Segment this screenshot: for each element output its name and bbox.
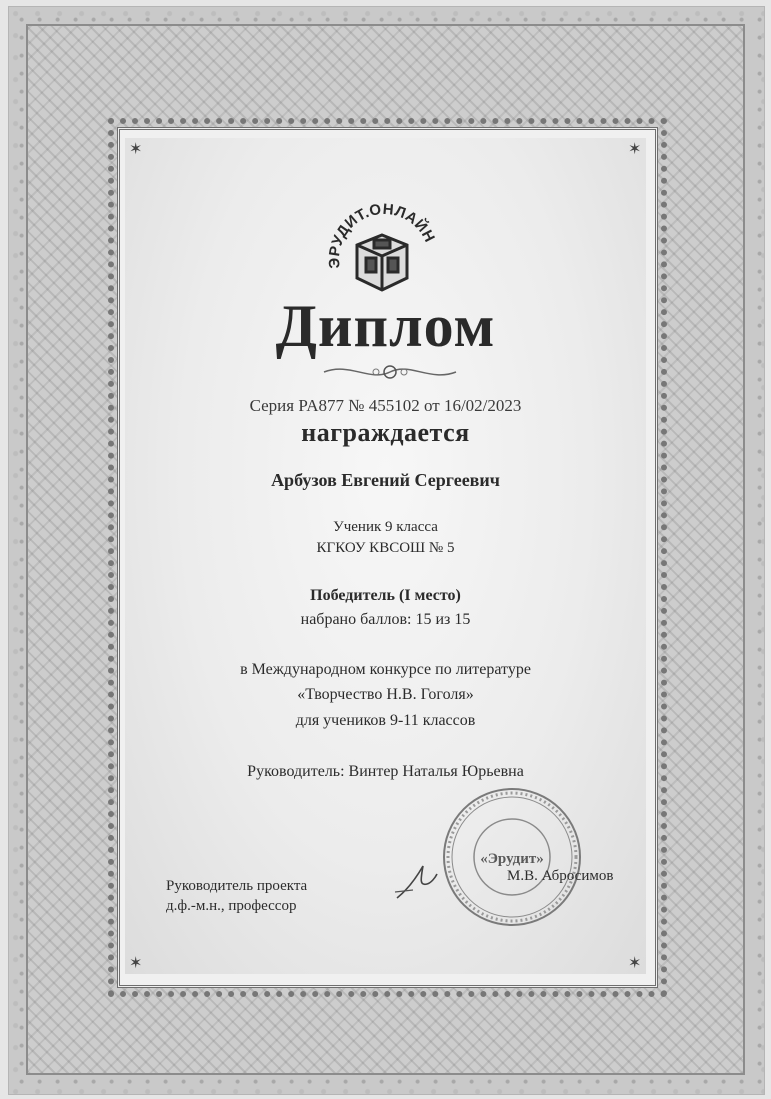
diploma-title: Диплом: [275, 293, 496, 359]
recipient-school: КГКОУ КВСОШ № 5: [316, 540, 455, 556]
supervisor-line: Руководитель: Винтер Наталья Юрьевна: [247, 763, 524, 780]
contest-line-2: «Творчество Н.В. Гоголя»: [297, 686, 474, 703]
corner-ornament-icon: ✶: [129, 953, 143, 972]
logo-text: ЭРУДИТ.ОНЛАЙН: [325, 200, 439, 270]
cube-icon: [357, 235, 407, 290]
recipient-name: Арбузов Евгений Сергеевич: [271, 470, 500, 490]
contest-line-3: для учеников 9-11 классов: [295, 712, 476, 729]
corner-ornament-icon: ✶: [628, 139, 642, 158]
score-line: набрано баллов: 15 из 15: [300, 611, 471, 628]
contest-line-1: в Международном конкурсе по литературе: [240, 661, 531, 678]
stamp-text: «Эрудит»: [480, 851, 544, 867]
project-head-role-line2: д.ф.-м.н., профессор: [166, 898, 297, 914]
project-head-name: М.В. Абросимов: [507, 868, 614, 884]
official-stamp: [440, 785, 585, 930]
erudit-logo: [322, 190, 442, 300]
recipient-grade: Ученик 9 класса: [333, 519, 438, 535]
flourish-divider-icon: [320, 360, 460, 384]
award-place: Победитель (I место): [310, 587, 461, 604]
project-head-role-line1: Руководитель проекта: [166, 878, 308, 894]
series-line: Серия PA877 № 455102 от 16/02/2023: [249, 396, 522, 415]
signature-icon: [393, 860, 441, 902]
awarded-label: награждается: [301, 418, 470, 447]
corner-ornament-icon: ✶: [129, 139, 143, 158]
corner-ornament-icon: ✶: [628, 953, 642, 972]
project-head-role: [166, 876, 307, 916]
